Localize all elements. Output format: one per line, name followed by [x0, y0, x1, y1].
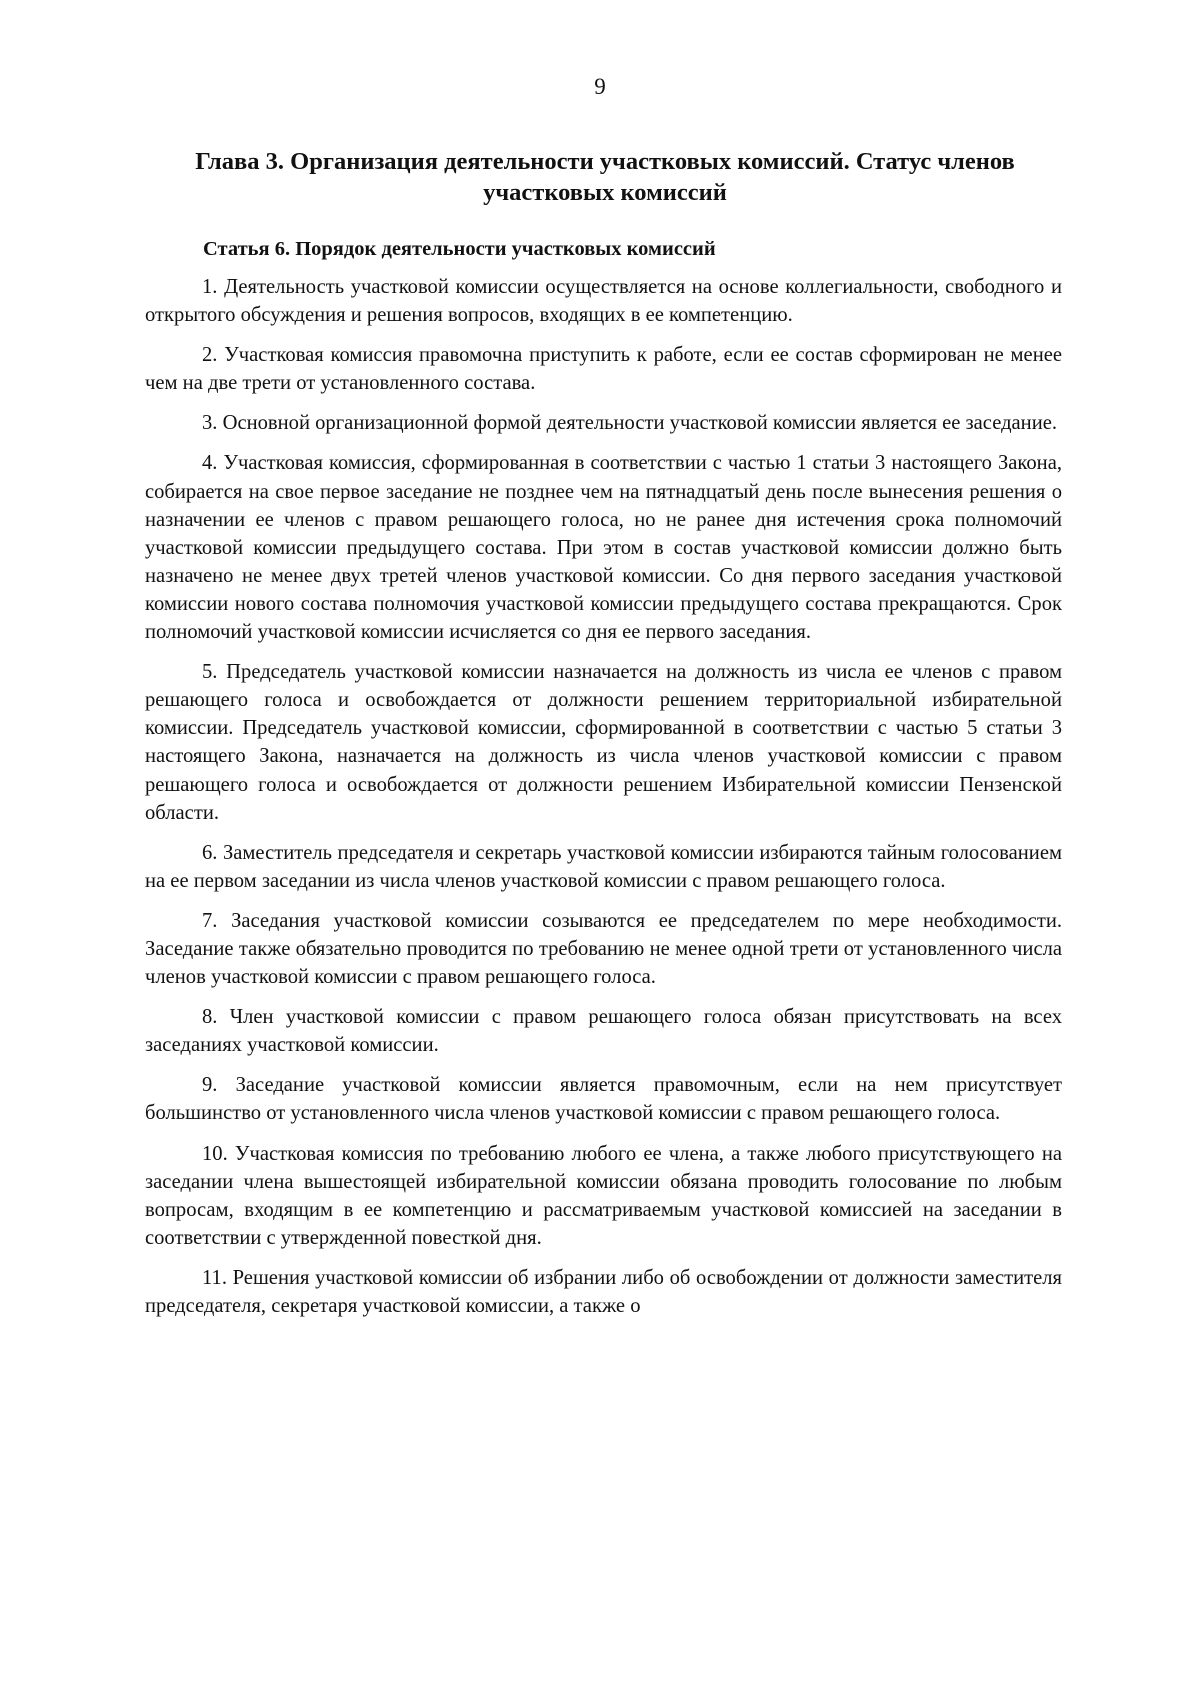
paragraph-10: 10. Участковая комиссия по требованию любого ее члена, а также любого присутствующего на заседании члена вышестоящей избирательной комиссии обязана проводить голосование по любым вопросам, входящим в ее компетенцию и рассматриваемым участковой комиссией на заседании в соответствии с утвержденной повесткой дня.: [145, 1142, 1062, 1249]
paragraph-11: 11. Решения участковой комиссии об избрании либо об освобождении от должности заместителя председателя, секретаря участковой комиссии, а также о: [145, 1266, 1062, 1317]
paragraph-5: 5. Председатель участковой комиссии назначается на должность из числа ее членов с правом решающего голоса и освобождается от должности решением территориальной избирательной комиссии. Председатель участковой комиссии, сформированной в соответствии с частью 5 статьи 3 настоящего Закона, назначается на должность из числа членов участковой комиссии с правом решающего голоса и освобождается от должности решением Избирательной комиссии Пензенской области.: [145, 661, 1062, 824]
chapter-title: Глава 3. Организация деятельности участковых комиссий. Статус членов участковых комиссий: [195, 148, 1015, 206]
paragraph-9: 9. Заседание участковой комиссии является правомочным, если на нем присутствует большинство от установленного числа членов участковой комиссии с правом решающего голоса.: [145, 1074, 1062, 1125]
paragraph-4: 4. Участковая комиссия, сформированная в соответствии с частью 1 статьи 3 настоящего Закона, собирается на свое первое заседание не позднее чем на пятнадцатый день после вынесения решения о назначении ее членов с правом решающего голоса, но не ранее дня истечения срока полномочий участковой комиссии предыдущего состава. При этом в состав участковой комиссии должно быть назначено не менее двух третей членов участковой комиссии. Со дня первого заседания участковой комиссии нового состава полномочия участковой комиссии предыдущего состава прекращаются. Срок полномочий участковой комиссии исчисляется со дня ее первого заседания.: [145, 452, 1062, 644]
article-body: [145, 273, 1062, 1332]
paragraph-1: 1. Деятельность участковой комиссии осуществляется на основе коллегиальности, свободного и открытого обсуждения и решения вопросов, входящих в ее компетенцию.: [145, 276, 1062, 327]
page-number: 9: [594, 74, 606, 99]
paragraph-2: 2. Участковая комиссия правомочна приступить к работе, если ее состав сформирован не менее чем на две трети от установленного состава.: [145, 344, 1062, 395]
article-title: Статья 6. Порядок деятельности участковых комиссий: [203, 238, 716, 260]
paragraph-6: 6. Заместитель председателя и секретарь участковой комиссии избираются тайным голосованием на ее первом заседании из числа членов участковой комиссии с правом решающего голоса.: [145, 841, 1062, 892]
paragraph-8: 8. Член участковой комиссии с правом решающего голоса обязан присутствовать на всех заседаниях участковой комиссии.: [145, 1006, 1062, 1057]
paragraph-7: 7. Заседания участковой комиссии созываются ее председателем по мере необходимости. Заседание также обязательно проводится по требованию не менее одной трети от установленного числа членов участковой комиссии с правом решающего голоса.: [145, 909, 1062, 989]
paragraph-3: 3. Основной организационной формой деятельности участковой комиссии является ее заседание.: [202, 412, 1058, 435]
